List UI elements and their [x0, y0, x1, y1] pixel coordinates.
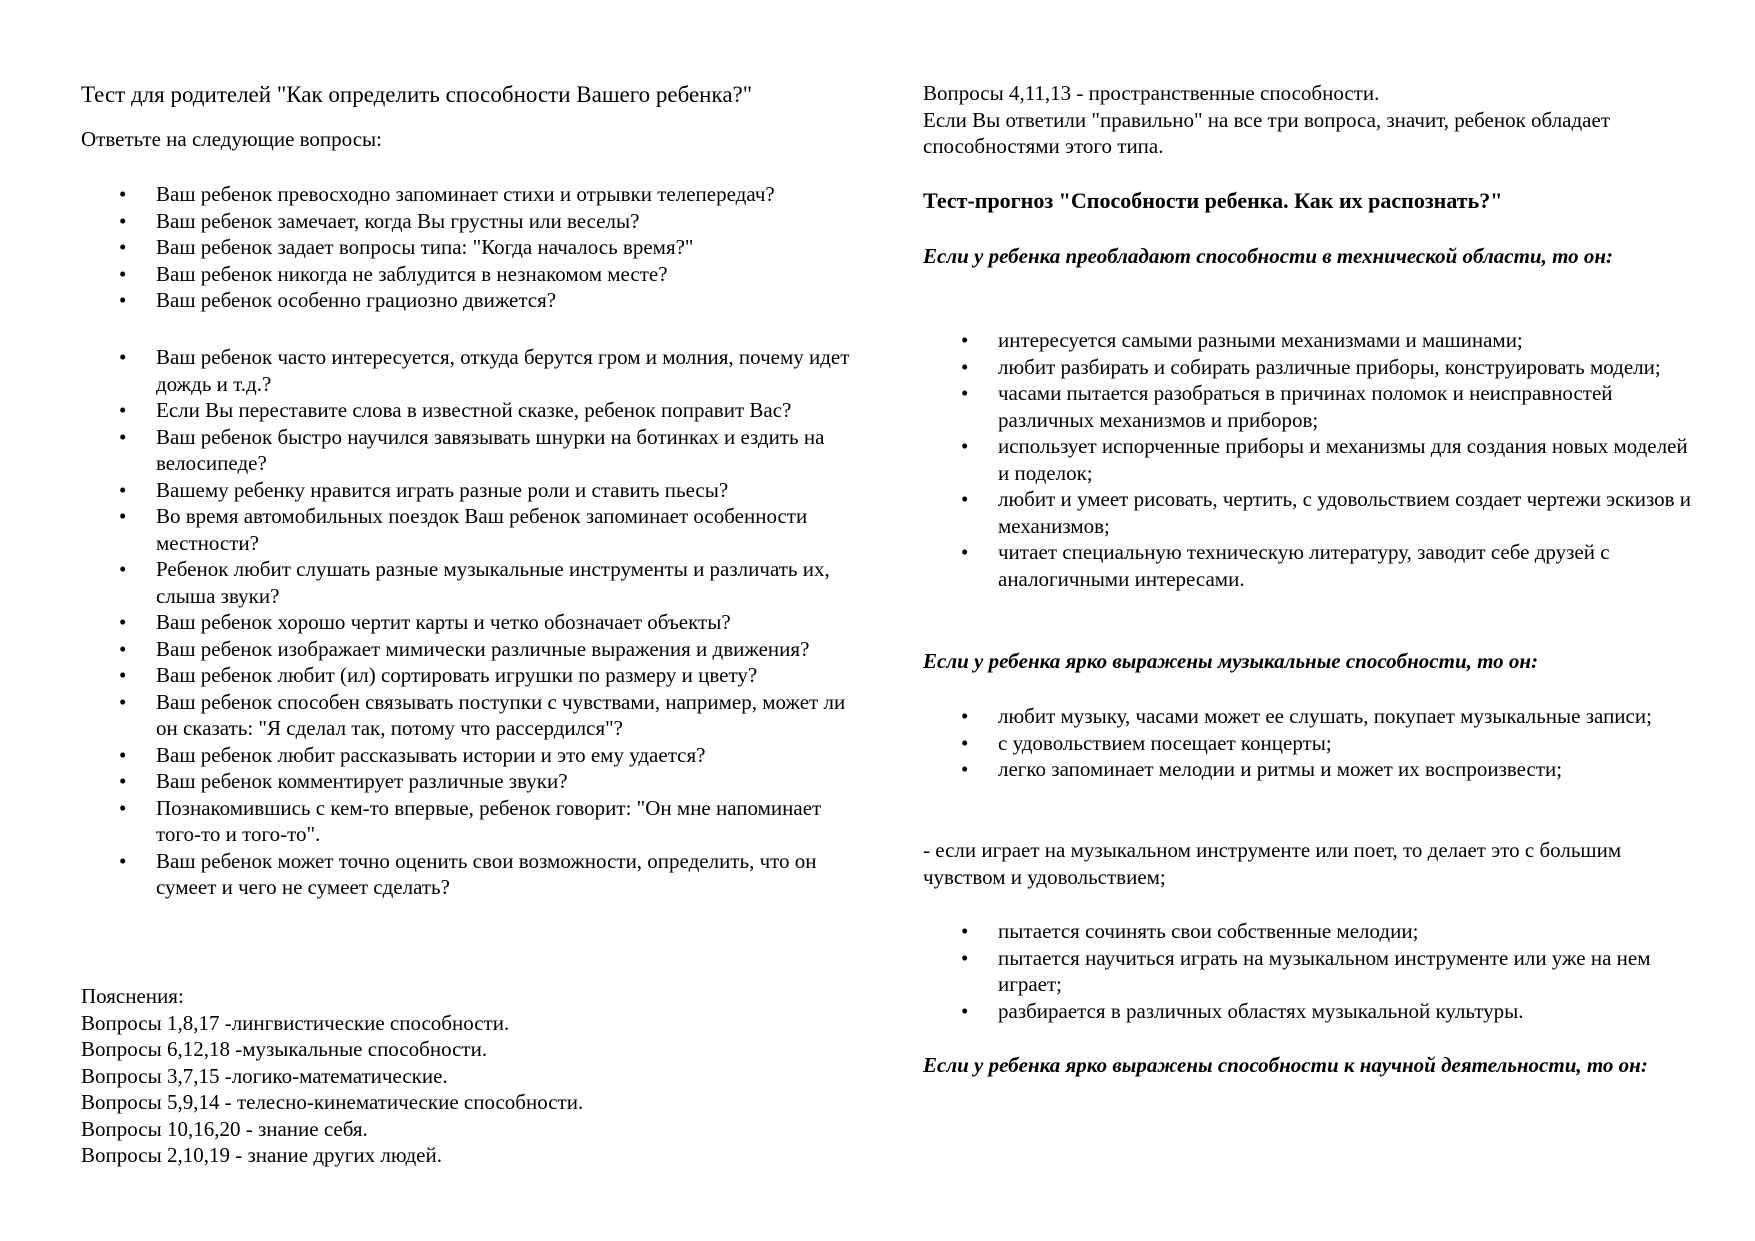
music-list-1 [923, 703, 1698, 783]
music-heading: Если у ребенка ярко выражены музыкальные способности, то он: [923, 649, 1539, 673]
list-item: • Ваш ребенок быстро научился завязывать шнурки на ботинках и ездить на велосипеде? [81, 424, 851, 477]
list-item: • Ваш ребенок особенно грациозно движется? [81, 287, 851, 314]
list-item: • Ваш ребенок любит рассказывать истории и это ему удается? [81, 742, 851, 769]
list-item: • разбирается в различных областях музыкальной культуры. [923, 998, 1698, 1025]
questions-list-2 [81, 344, 851, 901]
explanation-line: Вопросы 5,9,14 - телесно-кинематические способности. [81, 1090, 584, 1114]
questions-list-1 [81, 181, 851, 314]
list-item: • Ваш ребенок задает вопросы типа: "Когда началось время?" [81, 234, 851, 261]
intro-text: Ответьте на следующие вопросы: [81, 127, 382, 151]
explanation-line: Вопросы 3,7,15 -логико-математические. [81, 1063, 448, 1088]
tech-list [923, 327, 1698, 592]
list-item: • Ваш ребенок замечает, когда Вы грустны или веселы? [81, 208, 851, 235]
list-item: • Ваш ребенок хорошо чертит карты и четко обозначает объекты? [81, 609, 851, 636]
list-item: • любит музыку, часами может ее слушать, покупает музыкальные записи; [923, 703, 1698, 730]
list-item: • Вашему ребенку нравится играть разные роли и ставить пьесы? [81, 477, 851, 504]
prognosis-title: Тест-прогноз "Способности ребенка. Как их распознать?" [923, 188, 1503, 213]
explanations-title: Пояснения: [81, 984, 184, 1008]
spatial-block [923, 80, 1698, 160]
list-item: • пытается научиться играть на музыкальном инструменте или уже на нем играет; [923, 945, 1698, 998]
list-item: • часами пытается разобраться в причинах поломок и неисправностей различных механизмов и приборов; [923, 380, 1698, 433]
list-item: • любит и умеет рисовать, чертить, с удовольствием создает чертежи эскизов и механизмов; [923, 486, 1698, 539]
list-item: • с удовольствием посещает концерты; [923, 730, 1698, 757]
list-item: • Если Вы переставите слова в известной сказке, ребенок поправит Вас? [81, 397, 851, 424]
explanation-line: Вопросы 6,12,18 -музыкальные способности. [81, 1037, 488, 1061]
music-list-2 [923, 918, 1698, 1024]
list-item: • интересуется самыми разными механизмами и машинами; [923, 327, 1698, 354]
list-item: • Ваш ребенок превосходно запоминает стихи и отрывки телепередач? [81, 181, 851, 208]
list-item: • Ваш ребенок способен связывать поступки с чувствами, например, может ли он сказать: "Я сделал так, потому что рассердился"? [81, 689, 851, 742]
explanations-block [81, 983, 583, 1169]
list-item: • Ваш ребенок изображает мимически различные выражения и движения? [81, 636, 851, 663]
list-item: • Ваш ребенок часто интересуется, откуда берутся гром и молния, почему идет дождь и т.д.? [81, 344, 851, 397]
list-item: • Ваш ребенок комментирует различные звуки? [81, 768, 851, 795]
list-item: • Ребенок любит слушать разные музыкальные инструменты и различать их, слыша звуки? [81, 556, 851, 609]
tech-heading: Если у ребенка преобладают способности в технической области, то он: [923, 244, 1614, 268]
list-item: • Ваш ребенок может точно оценить свои возможности, определить, что он сумеет и чего не сумеет сделать? [81, 848, 851, 901]
list-item: • читает специальную техническую литературу, заводит себе друзей с аналогичными интересами. [923, 539, 1698, 592]
list-item: • легко запоминает мелодии и ритмы и может их воспроизвести; [923, 756, 1698, 783]
list-item: • любит разбирать и собирать различные приборы, конструировать модели; [923, 354, 1698, 381]
document-title: Тест для родителей "Как определить способности Вашего ребенка?" [81, 82, 753, 107]
music-note: - если играет на музыкальном инструменте или поет, то делает это с большим чувством и удовольствием; [923, 838, 1622, 889]
science-heading: Если у ребенка ярко выражены способности к научной деятельности, то он: [923, 1053, 1648, 1077]
list-item: • использует испорченные приборы и механизмы для создания новых моделей и поделок; [923, 433, 1698, 486]
spatial-line: Вопросы 4,11,13 - пространственные способности. [923, 81, 1380, 105]
list-item: • пытается сочинять свои собственные мелодии; [923, 918, 1698, 945]
explanation-line: Вопросы 1,8,17 -лингвистические способности. [81, 1010, 510, 1035]
list-item: • Во время автомобильных поездок Ваш ребенок запоминает особенности местности? [81, 503, 851, 556]
explanation-line: Вопросы 10,16,20 - знание себя. [81, 1116, 368, 1141]
spatial-note: Если Вы ответили "правильно" на все три вопроса, значит, ребенок обладает способностями этого типа. [923, 107, 1611, 158]
list-item: • Ваш ребенок любит (ил) сортировать игрушки по размеру и цвету? [81, 662, 851, 689]
list-item: • Ваш ребенок никогда не заблудится в незнакомом месте? [81, 261, 851, 288]
explanation-line: Вопросы 2,10,19 - знание других людей. [81, 1143, 442, 1167]
list-item: • Познакомившись с кем-то впервые, ребенок говорит: "Он мне напоминает того-то и того-то". [81, 795, 851, 848]
